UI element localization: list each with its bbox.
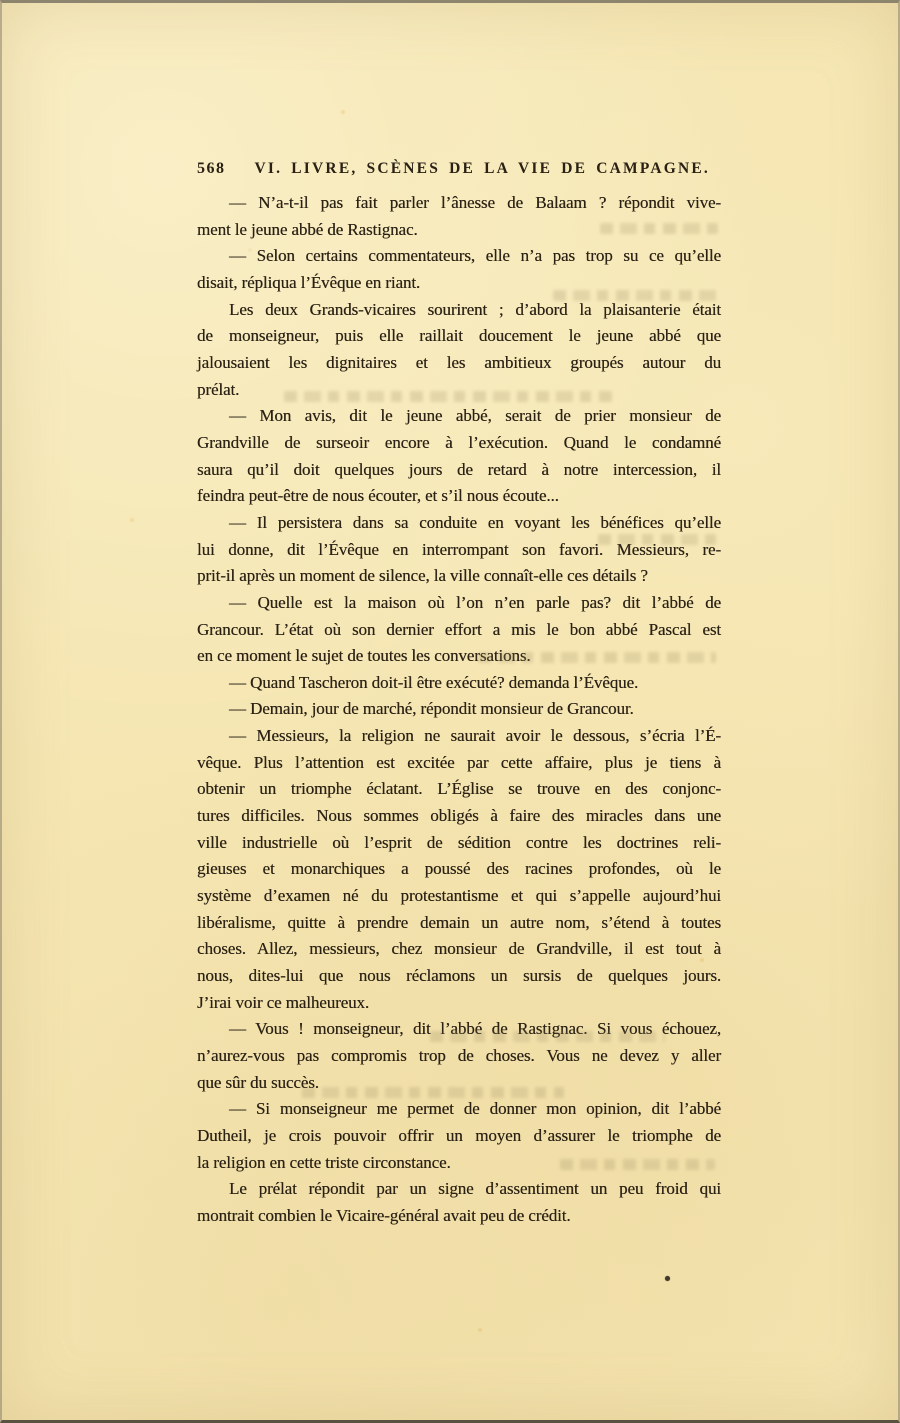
text-line: Dutheil, je crois pouvoir offrir un moyen d’assurer le triomphe de	[197, 1125, 721, 1145]
running-header-title: VI. LIVRE, SCÈNES DE LA VIE DE CAMPAGNE.	[254, 160, 711, 177]
text-line: feindra peut-être de nous écouter, et s’il nous écoute...	[197, 486, 559, 506]
running-header	[197, 160, 721, 178]
text-line: système d’examen né du protestantisme et qui s’appelle aujourd’hui	[197, 886, 721, 906]
text-line: Grandville de surseoir encore à l’exécution. Quand le condamné	[197, 432, 721, 452]
text-line: — Vous ! monseigneur, dit l’abbé de Rastignac. Si vous échouez,	[229, 1019, 721, 1039]
paragraph	[197, 243, 721, 296]
paragraph	[197, 696, 721, 723]
text-line: jalousaient les dignitaires et les ambitieux groupés autour du	[197, 352, 721, 372]
paragraph	[197, 590, 721, 670]
text-line: — Demain, jour de marché, répondit monsieur de Grancour.	[229, 699, 634, 719]
paragraph	[197, 723, 721, 1016]
text-line: — Si monseigneur me permet de donner mon opinion, dit l’abbé	[229, 1099, 721, 1119]
text-line: saura qu’il doit quelques jours de retard à notre intercession, il	[197, 459, 721, 479]
page-text	[197, 190, 721, 1230]
text-line: — Il persistera dans sa conduite en voyant les bénéfices qu’elle	[229, 512, 721, 532]
text-line: — Selon certains commentateurs, elle n’a pas trop su ce qu’elle	[229, 246, 721, 266]
text-line: tures difficiles. Nous sommes obligés à faire des miracles dans une	[197, 806, 721, 826]
page-number: 568	[197, 160, 226, 177]
text-line: ville industrielle où l’esprit de sédition contre les doctrines reli-	[197, 832, 721, 852]
paragraph	[197, 1096, 721, 1176]
text-line: en ce moment le sujet de toutes les conversations.	[197, 646, 531, 666]
text-line: lui donne, dit l’Évêque en interrompant son favori. Messieurs, re-	[197, 539, 721, 559]
text-line: Grancour. L’état où son dernier effort a mis le bon abbé Pascal est	[197, 619, 721, 639]
text-line: prit-il après un moment de silence, la ville connaît-elle ces détails ?	[197, 566, 648, 586]
text-line: Le prélat répondit par un signe d’assentiment un peu froid qui	[229, 1179, 721, 1199]
text-line: — Messieurs, la religion ne saurait avoir le dessous, s’écria l’É-	[229, 726, 721, 746]
text-line: disait, répliqua l’Évêque en riant.	[197, 272, 421, 292]
paragraph	[197, 297, 721, 404]
text-line: n’aurez-vous pas compromis trop de choses. Vous ne devez y aller	[197, 1046, 721, 1065]
text-line: nous, dites-lui que nous réclamons un sursis de quelques jours.	[197, 966, 721, 986]
text-line: de monseigneur, puis elle raillait doucement le jeune abbé que	[197, 326, 721, 346]
ink-speck	[665, 1276, 670, 1281]
text-line: — Mon avis, dit le jeune abbé, serait de prier monsieur de	[229, 406, 721, 426]
paragraph	[197, 403, 721, 510]
text-line: J’irai voir ce malheureux.	[197, 992, 370, 1012]
text-line: gieuses et monarchiques a poussé des racines profondes, où le	[197, 859, 721, 879]
paragraph	[197, 1176, 721, 1229]
text-line: — Quand Tascheron doit-il être exécuté? demanda l’Évêque.	[229, 672, 639, 692]
text-line: Les deux Grands-vicaires sourirent ; d’abord la plaisanterie était	[229, 299, 721, 319]
text-line: obtenir un triomphe éclatant. L’Église se trouve en des conjonc-	[197, 779, 721, 799]
text-line: ment le jeune abbé de Rastignac.	[197, 219, 418, 239]
paragraph	[197, 1016, 721, 1096]
text-line: libéralisme, quitte à prendre demain un autre nom, s’étend à toutes	[197, 912, 721, 932]
text-line: choses. Allez, messieurs, chez monsieur de Grandville, il est tout à	[197, 939, 721, 959]
text-line: — Quelle est la maison où l’on n’en parle pas? dit l’abbé de	[229, 592, 721, 612]
text-line: — N’a-t-il pas fait parler l’ânesse de Balaam ? répondit vive-	[229, 193, 721, 212]
paragraph	[197, 670, 721, 697]
text-line: montrait combien le Vicaire-général avait peu de crédit.	[197, 1205, 571, 1225]
text-line: que sûr du succès.	[197, 1072, 319, 1092]
text-line: la religion en cette triste circonstance.	[197, 1152, 451, 1172]
paragraph	[197, 510, 721, 590]
paragraph	[197, 190, 721, 243]
text-line: prélat.	[197, 379, 240, 399]
text-line: vêque. Plus l’attention est excitée par cette affaire, plus je tiens à	[197, 752, 721, 772]
